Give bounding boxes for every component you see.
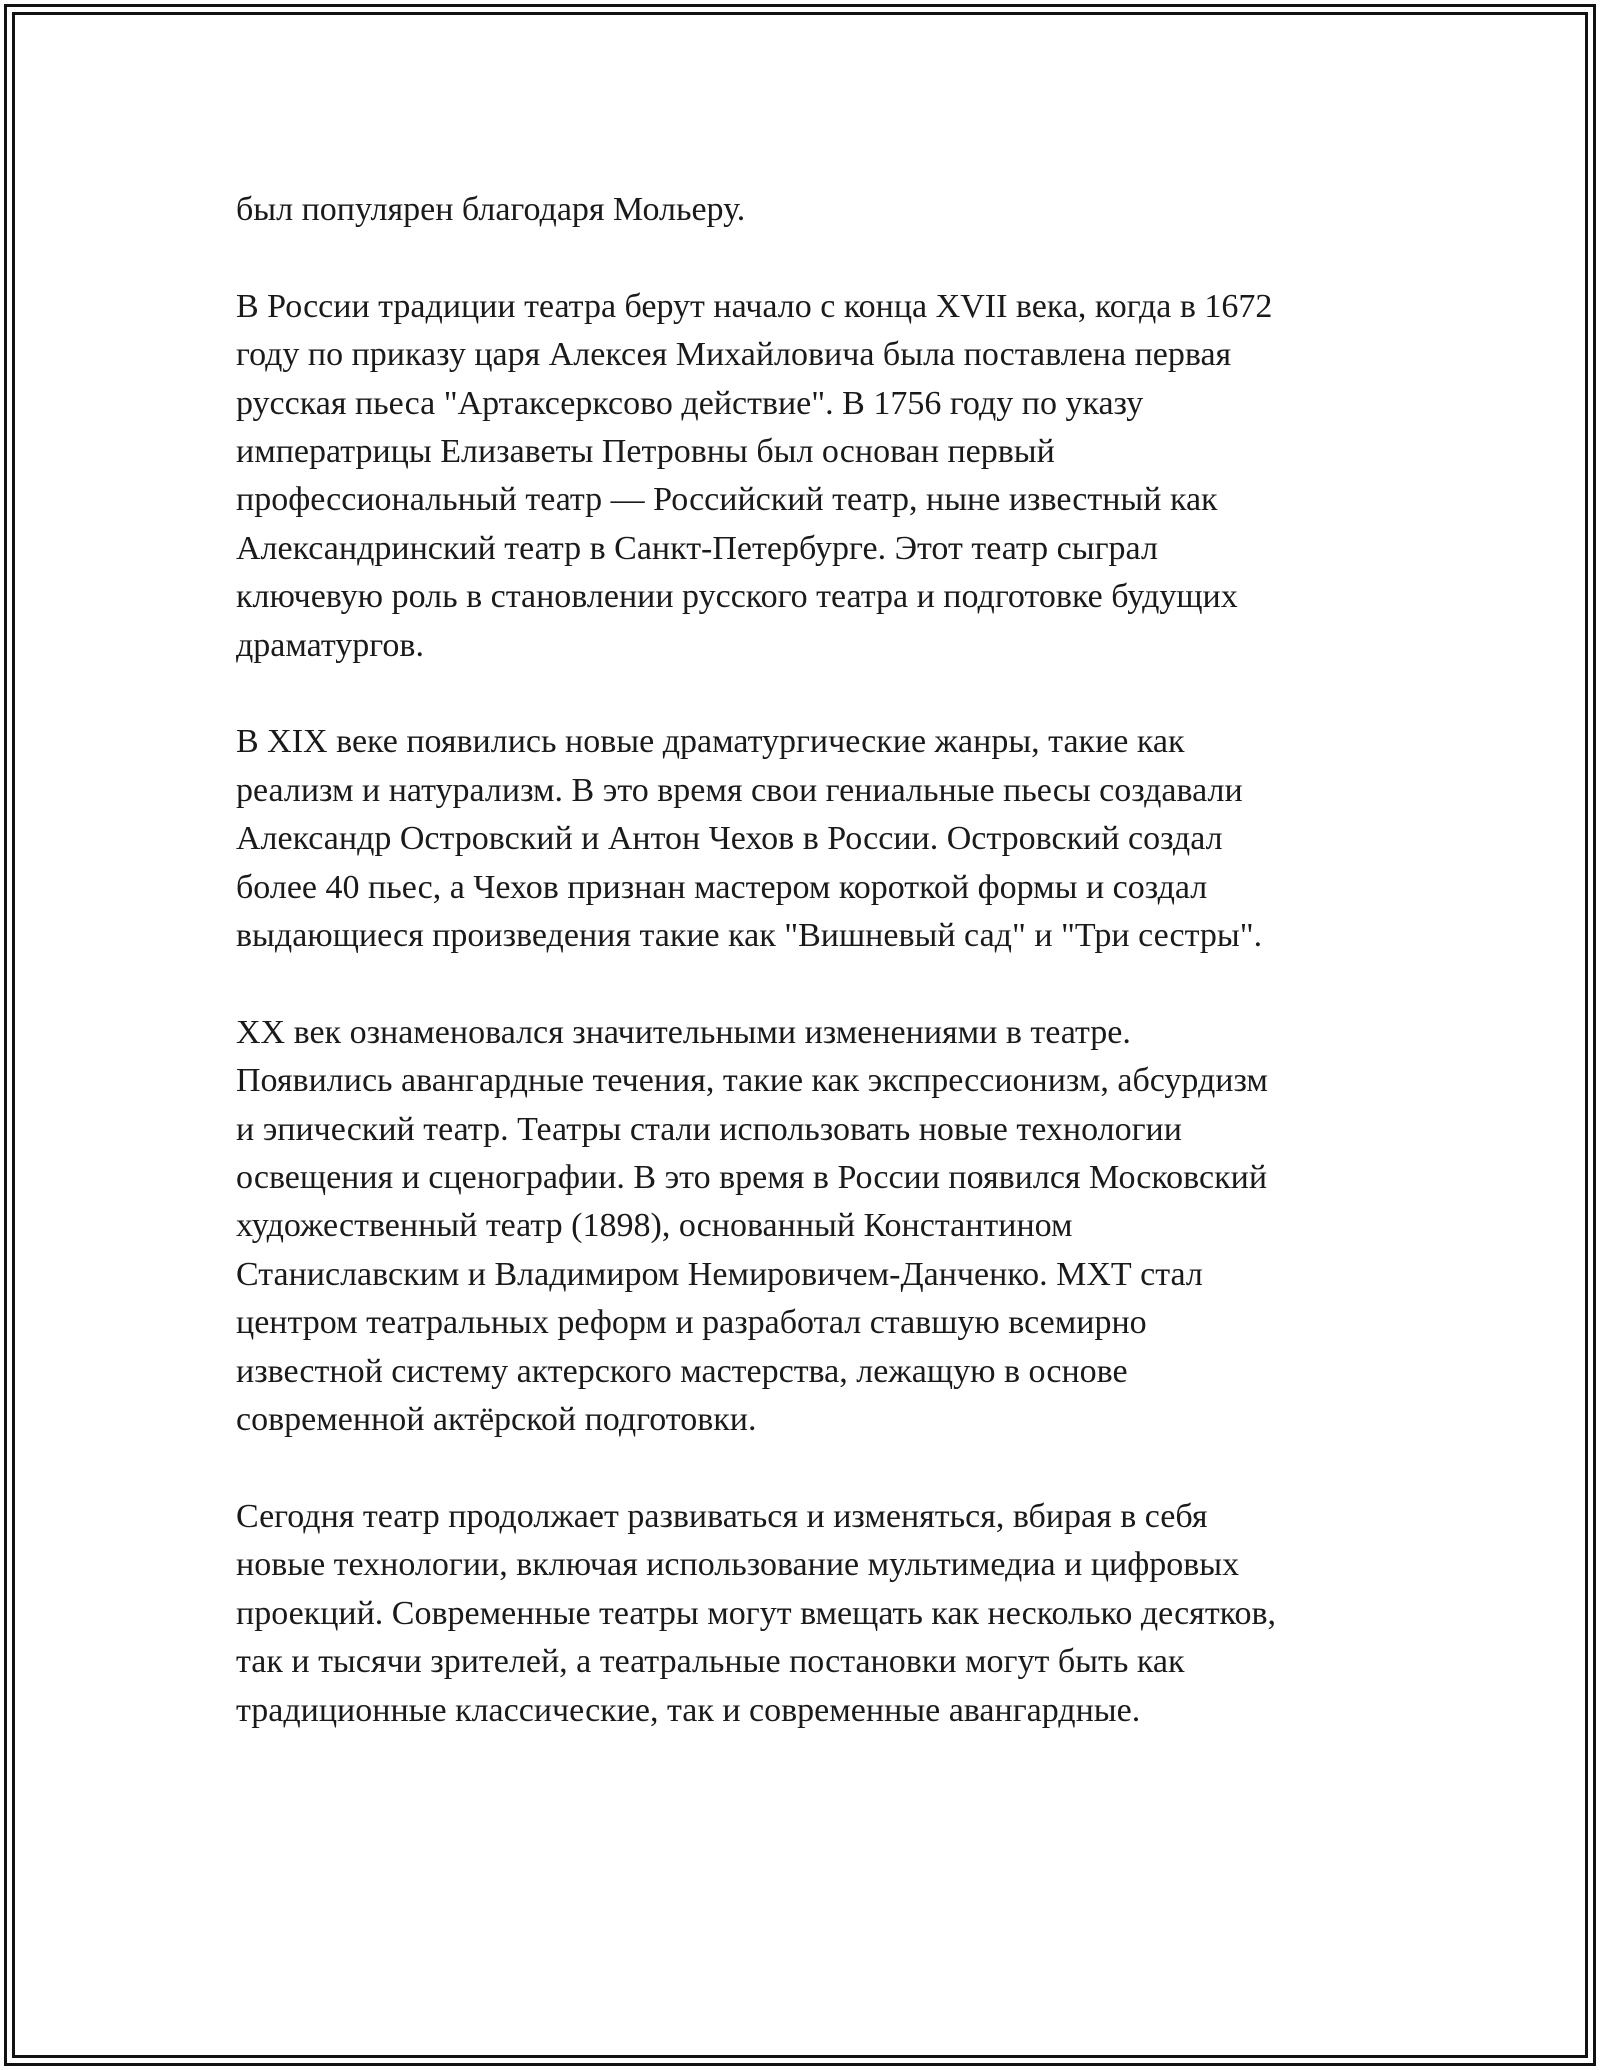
paragraph-3: В XIX веке появились новые драматургические жанры, такие как реализм и натурализм. В это время свои гениальные пьесы создавали Александр Островский и Антон Чехов в России. Островский создал более 40 пьес, а Чехов признан мастером короткой формы и создал выдающиеся произведения такие как "Вишневый сад" и "Три сестры". [236,723,1263,955]
paragraph-5: Сегодня театр продолжает развиваться и изменяться, вбирая в себя новые технологии, включая использование мультимедиа и цифровых проекций. Современные театры могут вмещать как несколько десятков, так и тысячи зрителей, а театральные постановки могут быть как традиционные классические, так и современные авангардные. [236,1497,1277,1729]
paragraph-1: был популярен благодаря Мольеру. [236,191,746,228]
paragraph-4: XX век ознаменовался значительными изменениями в театре. Появились авангардные течения, такие как экспрессионизм, абсурдизм и эпический театр. Театры стали использовать новые технологии освещения и сценографии. В это время в России появился Московский художественный театр (1898), основанный Константином Станиславским и Владимиром Немировичем-Данченко. МХТ стал центром театральных реформ и разработал ставшую всемирно известной систему актерского мастерства, лежащую в основе современной актёрской подготовки. [236,1013,1268,1439]
document-body [236,186,1376,1783]
paragraph-2: В России традиции театра берут начало с конца XVII века, когда в 1672 году по приказу царя Алексея Михайловича была поставлена первая русская пьеса "Артаксерксово действие". В 1756 году по указу императрицы Елизаветы Петровны был основан первый профессиональный театр — Российский театр, ныне известный как Александринский театр в Санкт-Петербурге. Этот театр сыграл ключевую роль в становлении русского театра и подготовке будущих драматургов. [236,287,1273,664]
